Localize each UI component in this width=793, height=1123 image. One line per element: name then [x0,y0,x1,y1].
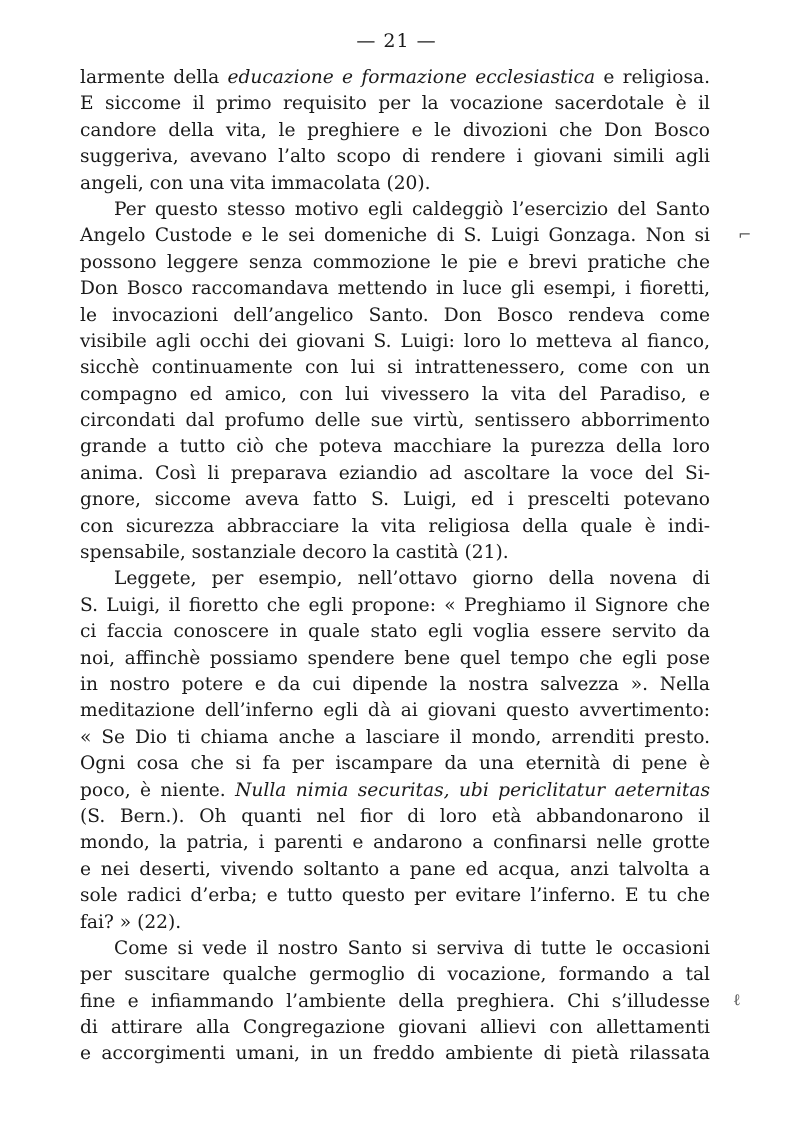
text-line: in nostro potere e da cui dipende la nostra salvezza ». Nella [80,673,710,695]
text-line: e nei deserti, vivendo soltanto a pane ed acqua, anzi talvolta a [80,858,710,880]
text-line: Leggete, per esempio, nell’ottavo giorno della novena di [114,568,710,590]
text-line: fai? » (22). [80,911,182,933]
text-line: spensabile, sostanziale decoro la castità (21). [80,542,509,564]
text-line: grande a tutto ciò che poteva macchiare la purezza della loro [80,436,710,458]
text-line: di attirare alla Congregazione giovani allievi con allettamenti [80,1017,710,1039]
text-line: (S. Bern.). Oh quanti nel fior di loro età abbandonarono il [80,805,710,827]
text-line: Angelo Custode e le sei domeniche di S. Luigi Gonzaga. Non si [80,225,710,247]
text-line: possono leggere senza commozione le pie e brevi pratiche che [80,251,710,273]
text-line: candore della vita, le preghiere e le divozioni che Don Bosco [80,119,710,141]
text-line: suggeriva, avevano l’alto scopo di rendere i giovani simili agli [80,146,710,168]
text-line: meditazione dell’inferno egli dà ai giovani questo avvertimento: [80,700,710,722]
text-line: anima. Così li preparava eziandio ad ascoltare la voce del Si- [80,462,710,484]
text-line: sole radici d’erba; e tutto questo per evitare l’inferno. E tu che [80,885,710,907]
margin-mark: ⌐ [738,225,752,244]
text-line: gnore, siccome aveva fatto S. Luigi, ed i prescelti potevano [80,489,710,511]
text-line: visibile agli occhi dei giovani S. Luigi: loro lo metteva al fianco, [80,330,710,352]
body-text [80,65,710,1068]
text-line: larmente della educazione e formazione ecclesiastica e religiosa. [80,67,710,88]
text-line: noi, affinchè possiamo spendere bene quel tempo che egli pose [80,647,710,669]
text-line: compagno ed amico, con lui vivessero la vita del Paradiso, e [80,383,710,405]
text-line: angeli, con una vita immacolata (20). [80,172,431,194]
text-line: Come si vede il nostro Santo si serviva di tutte le occasioni [114,937,710,959]
text-line: e accorgimenti umani, in un freddo ambiente di pietà rilassata [80,1043,710,1065]
text-line: poco, è niente. Nulla nimia securitas, ubi periclitatur aeternitas [80,779,711,801]
text-line: fine e infiammando l’ambiente della preghiera. Chi s’illudesse [80,990,710,1012]
text-line: ci faccia conoscere in quale stato egli voglia essere servito da [80,621,710,643]
text-line: le invocazioni dell’angelico Santo. Don Bosco rendeva come [80,304,710,326]
text-line: E siccome il primo requisito per la vocazione sacerdotale è il [80,93,710,115]
text-line: mondo, la patria, i parenti e andarono a confinarsi nelle grotte [80,832,710,854]
text-line: per suscitare qualche germoglio di vocazione, formando a tal [80,964,710,986]
text-line: Ogni cosa che si fa per iscampare da una eternità di pene è [80,753,710,775]
margin-mark: ℓ [733,990,741,1009]
text-line: Don Bosco raccomandava mettendo in luce gli esempi, i fioretti, [80,278,710,300]
text-line: S. Luigi, il fioretto che egli propone: « Preghiamo il Signore che [80,594,710,616]
text-line: sicchè continuamente con lui si intrattenessero, come con un [80,357,710,379]
text-line: circondati dal profumo delle sue virtù, sentissero abborrimento [80,410,710,432]
page-number: — 21 — [356,30,437,52]
text-line: « Se Dio ti chiama anche a lasciare il mondo, arrenditi presto. [80,726,710,748]
text-line: con sicurezza abbracciare la vita religiosa della quale è indi- [80,515,710,537]
text-line: Per questo stesso motivo egli caldeggiò l’esercizio del Santo [114,198,710,220]
